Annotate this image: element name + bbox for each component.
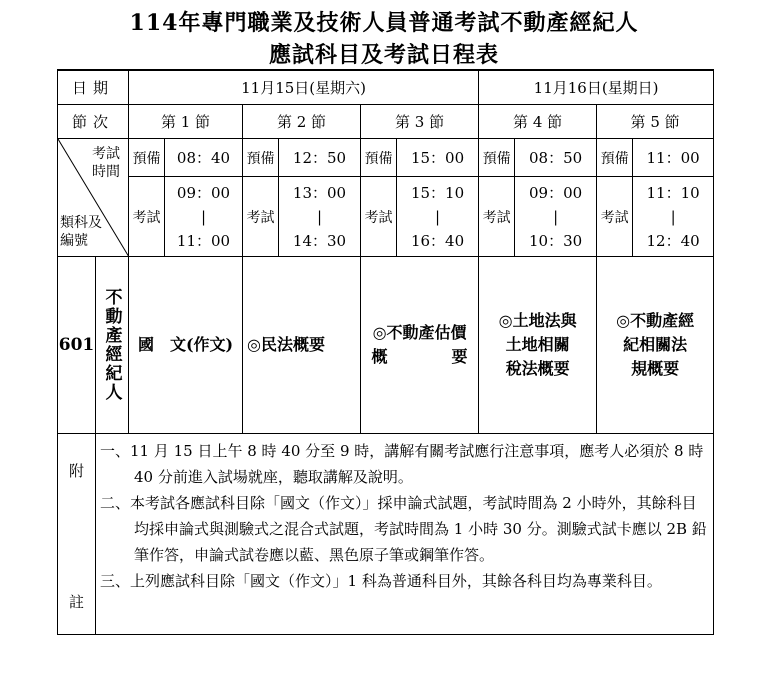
session-label: 節次: [58, 105, 129, 139]
prep-row: [58, 139, 714, 177]
session-3: 第 3 節: [361, 105, 479, 139]
exam-label: 考試: [597, 177, 633, 257]
page-title: 114年專門職業及技術人員普通考試不動產經紀人: [129, 10, 639, 36]
notes-label: 附 註: [58, 434, 96, 635]
exam-time-4: 09：00 | 10：30: [515, 177, 597, 257]
exam-time-2: 13：00 | 14：30: [279, 177, 361, 257]
notes-row: [58, 434, 714, 635]
category-code: 601: [58, 257, 96, 434]
session-2: 第 2 節: [243, 105, 361, 139]
prep-label: 預備: [129, 139, 165, 177]
session-5: 第 5 節: [597, 105, 714, 139]
date-day2: 11月16日(星期日): [479, 70, 714, 105]
exam-time-5: 11：10 | 12：40: [633, 177, 714, 257]
subject-1: 國 文(作文): [129, 257, 243, 434]
subject-3: ◎不動產估價 概 要: [361, 257, 479, 434]
exam-label: 考試: [129, 177, 165, 257]
exam-time-3: 15：10 | 16：40: [397, 177, 479, 257]
page-subtitle: 應試科目及考試日程表: [268, 42, 499, 68]
exam-time-label: 考試 時間: [92, 146, 121, 180]
prep-time-5: 11：00: [633, 139, 714, 177]
exam-label: 考試: [361, 177, 397, 257]
category-name-cell: [96, 257, 129, 434]
prep-time-1: 08：40: [165, 139, 243, 177]
category-label: 類科及 編號: [60, 215, 102, 249]
schedule-table: [57, 69, 714, 635]
session-1: 第 1 節: [129, 105, 243, 139]
subject-5: ◎不動產經 紀相關法 規概要: [597, 257, 714, 434]
prep-label: 預備: [361, 139, 397, 177]
notes-content: [96, 434, 714, 635]
date-day1: 11月15日(星期六): [129, 70, 479, 105]
exam-label: 考試: [479, 177, 515, 257]
date-label: 日期: [58, 70, 129, 105]
exam-time-1: 09：00 | 11：00: [165, 177, 243, 257]
prep-label: 預備: [243, 139, 279, 177]
prep-label: 預備: [479, 139, 515, 177]
prep-label: 預備: [597, 139, 633, 177]
prep-time-2: 12：50: [279, 139, 361, 177]
session-row: [58, 105, 714, 139]
category-name: 不動產經紀人: [101, 288, 122, 402]
prep-time-3: 15：00: [397, 139, 479, 177]
subject-4: ◎土地法與 土地相關 稅法概要: [479, 257, 597, 434]
prep-time-4: 08：50: [515, 139, 597, 177]
exam-label: 考試: [243, 177, 279, 257]
subject-2: ◎民法概要: [243, 257, 361, 434]
session-4: 第 4 節: [479, 105, 597, 139]
note-item-3: 三、上列應試科目除「國文（作文）」1 科為普通科目外，其餘各科目均為專業科目。: [100, 572, 662, 590]
subject-row: [58, 257, 714, 434]
date-row: [58, 70, 714, 105]
note-item-2: 二、本考試各應試科目除「國文（作文）」採申論式試題，考試時間為 2 小時外，其餘科目均採申論式與測驗式之混合式試題，考試時間為 1 小時 30 分。測驗式試卡應以 2B 鉛筆作答，申論式試卷應以藍、黑色原子筆或鋼筆作答。: [100, 494, 707, 564]
note-item-1: 一、11 月 15 日上午 8 時 40 分至 9 時，講解有關考試應行注意事項，應考人必須於 8 時 40 分前進入試場就座，聽取講解及說明。: [100, 442, 704, 486]
exam-row: [58, 177, 714, 257]
header-corner: [58, 139, 129, 257]
